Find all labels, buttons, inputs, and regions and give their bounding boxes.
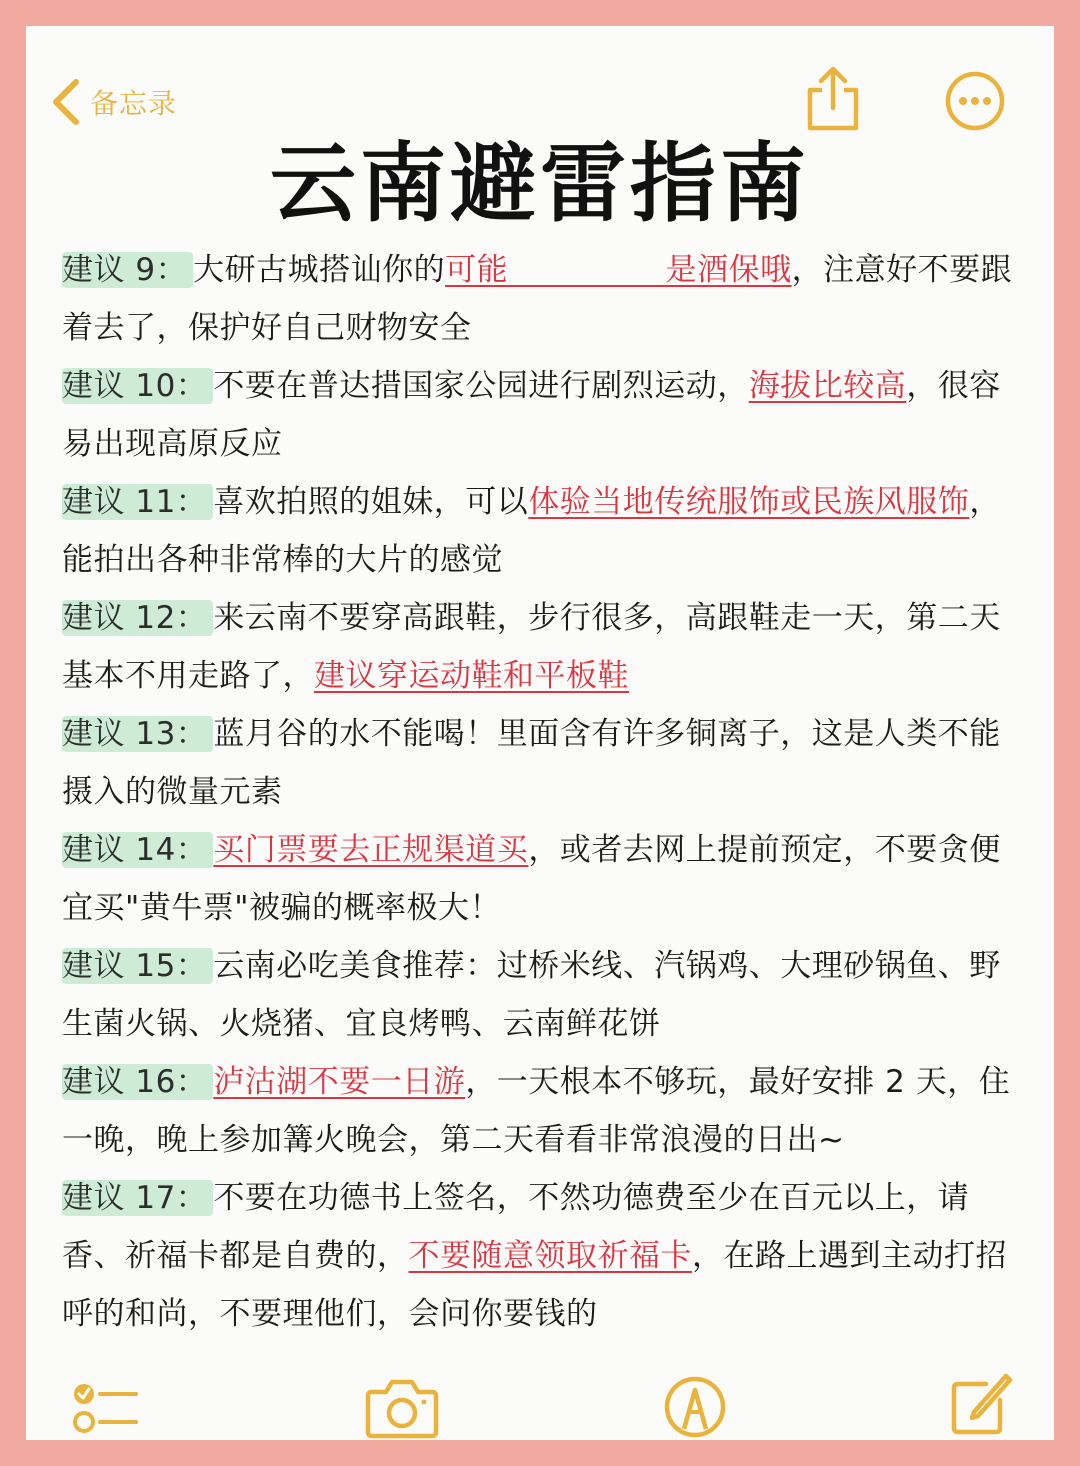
tip-item — [62, 705, 1020, 821]
tip-text: ，注意好不要跟着去了，保护好自己财物安全 — [62, 252, 1013, 346]
bottom-toolbar — [26, 1376, 1054, 1440]
tip-item — [62, 1053, 1020, 1169]
tip-label: 建议 12： — [62, 600, 213, 636]
compose-icon[interactable] — [948, 1368, 1014, 1438]
back-label: 备忘录 — [90, 87, 178, 120]
tip-item — [62, 357, 1020, 473]
tip-label: 建议 9： — [62, 252, 193, 288]
tip-label: 建议 16： — [62, 1064, 213, 1100]
tip-item — [62, 937, 1020, 1053]
tip-highlight: 不要随意领取祈福卡 — [408, 1238, 692, 1274]
tip-item — [62, 821, 1020, 937]
tip-item — [62, 473, 1020, 589]
tip-item — [62, 1169, 1020, 1343]
tip-text: 蓝月谷的水不能喝！里面含有许多铜离子，这是人类不能摄入的微量元素 — [62, 716, 1001, 810]
tip-item — [62, 241, 1020, 357]
tip-text: 不要在功德书上签名，不然功德费至少在百元以上，请香、祈福卡都是自费的， — [62, 1180, 970, 1274]
more-icon[interactable] — [944, 70, 1006, 132]
tip-text: ，能拍出各种非常棒的大片的感觉 — [62, 484, 1001, 578]
back-button[interactable] — [46, 74, 177, 130]
tip-highlight: 买门票要去正规渠道买 — [213, 832, 529, 868]
share-icon[interactable] — [804, 66, 862, 132]
tip-text: ，在路上遇到主动打招呼的和尚，不要理他们，会问你要钱的 — [62, 1238, 1007, 1332]
tips-list — [62, 241, 1020, 1343]
tip-label: 建议 13： — [62, 716, 213, 752]
chevron-left-icon — [46, 76, 86, 128]
checklist-icon[interactable] — [70, 1376, 140, 1440]
tip-text: ，一天根本不够玩，最好安排 2 天，住一晚，晚上参加篝火晚会，第二天看看非常浪漫的日出~ — [62, 1064, 1011, 1158]
tip-label: 建议 10： — [62, 368, 213, 404]
tip-highlight: 泸沽湖不要一日游 — [213, 1064, 466, 1100]
tip-text: 大研古城搭讪你的 — [193, 252, 446, 288]
tip-label: 建议 15： — [62, 948, 213, 984]
tip-text: ，或者去网上提前预定，不要贪便宜买"黄牛票"被骗的概率极大！ — [62, 832, 1001, 926]
note-page — [26, 26, 1054, 1440]
tip-highlight: 海拔比较高 — [748, 368, 907, 404]
tip-text: 云南必吃美食推荐：过桥米线、汽锅鸡、大理砂锅鱼、野生菌火锅、火烧猪、宜良烤鸭、云南鲜花饼 — [62, 948, 1001, 1042]
tip-text: ，很容易出现高原反应 — [62, 368, 1001, 462]
tip-highlight: 建议穿运动鞋和平板鞋 — [314, 658, 629, 694]
tip-highlight: 可能 是酒保哦 — [445, 252, 792, 288]
tip-label: 建议 14： — [62, 832, 213, 868]
tip-label: 建议 17： — [62, 1180, 213, 1216]
tip-text: 不要在普达措国家公园进行剧烈运动， — [213, 368, 749, 404]
tip-label: 建议 11： — [62, 484, 213, 520]
camera-icon[interactable] — [364, 1376, 440, 1440]
tip-text: 喜欢拍照的姐妹，可以 — [213, 484, 529, 520]
tip-item — [62, 589, 1020, 705]
tip-text: 来云南不要穿高跟鞋，步行很多，高跟鞋走一天，第二天基本不用走路了， — [62, 600, 1001, 694]
tip-highlight: 体验当地传统服饰或民族风服饰 — [528, 484, 970, 520]
markup-pen-icon[interactable] — [662, 1374, 728, 1440]
page-title: 云南避雷指南 — [270, 134, 810, 234]
